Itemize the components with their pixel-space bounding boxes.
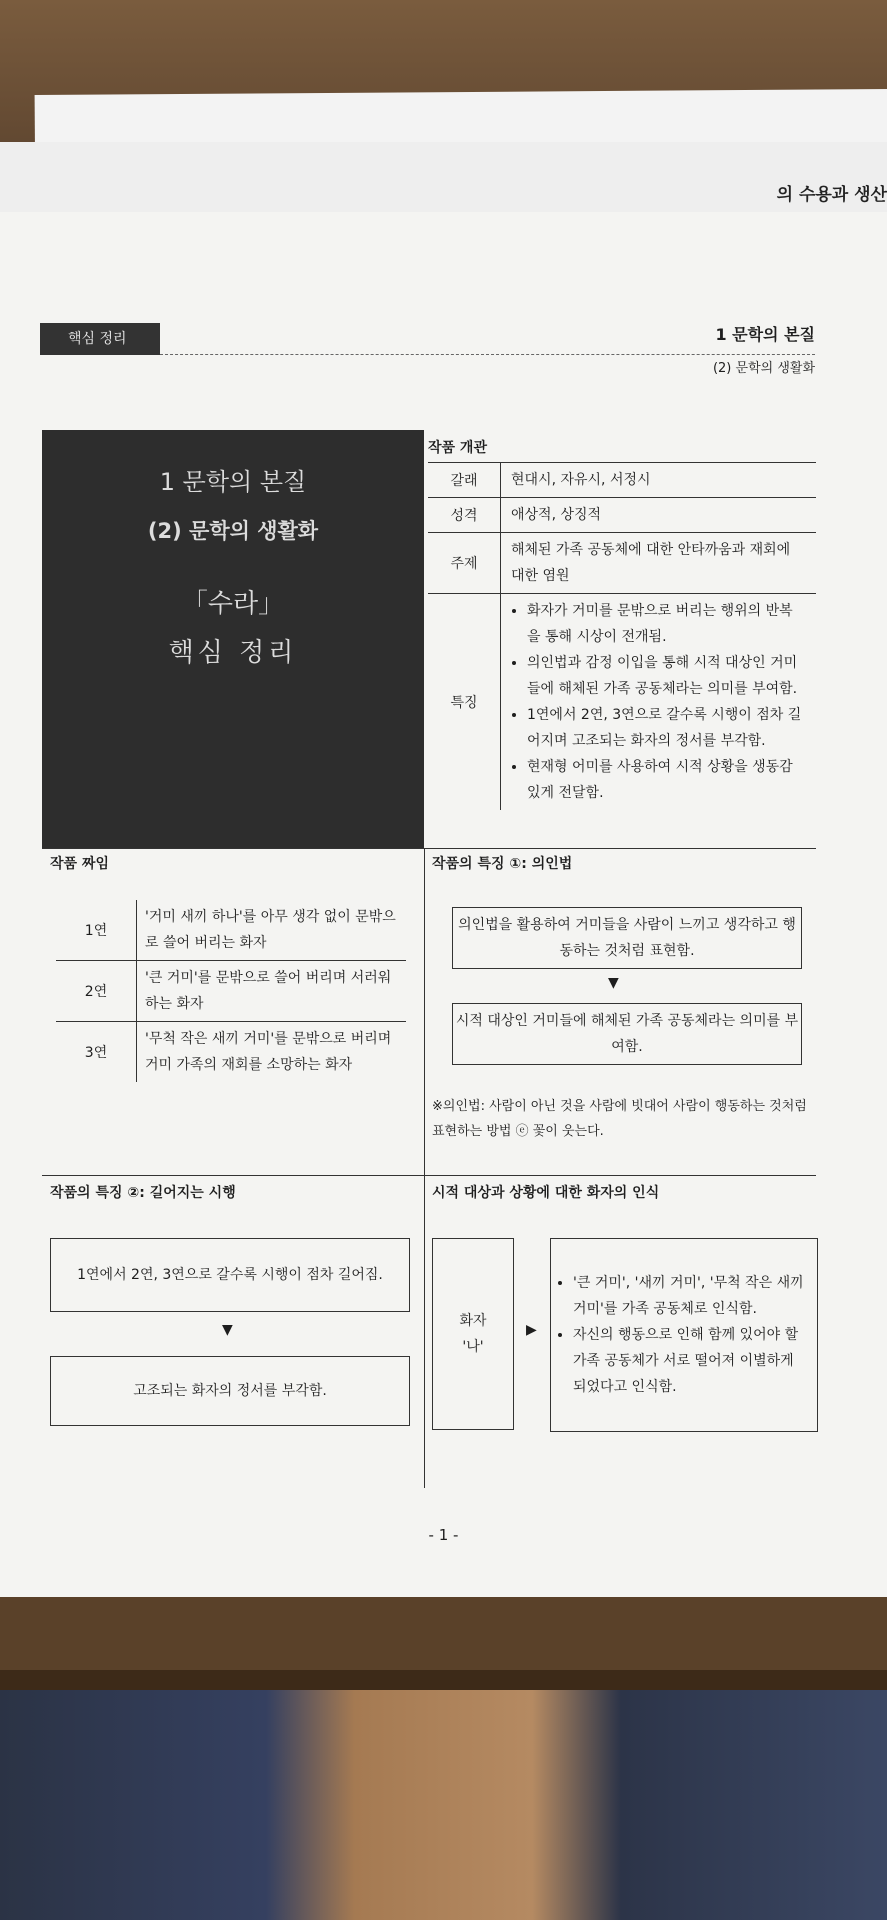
feature2-title: 작품의 특징 ②: 길어지는 시행 <box>50 1185 236 1201</box>
peek-heading: 의 수용과 생산 <box>776 185 887 205</box>
overview-row <box>428 463 816 498</box>
speaker-box <box>432 1238 514 1430</box>
overview-key: 갈래 <box>428 463 501 497</box>
feature1-box1 <box>452 907 802 969</box>
feature1-note: ※의인법: 사람이 아닌 것을 사람에 빗대어 사람이 행동하는 것처럼 표현하는 방법 ⓔ 꽃이 웃는다. <box>432 1099 807 1139</box>
lap-background <box>0 1690 887 1920</box>
feature-item: • 현재형 어미를 사용하여 시적 상황을 생동감 있게 전달함. <box>527 754 806 806</box>
overview-row <box>428 533 816 594</box>
structure-key: 1연 <box>56 900 137 960</box>
structure-table <box>56 900 406 1082</box>
overview-features <box>501 594 816 810</box>
speaker-name: '나' <box>462 1339 484 1355</box>
speaker-label: 화자 <box>459 1313 487 1329</box>
structure-row <box>56 961 406 1022</box>
structure-key: 2연 <box>56 961 137 1021</box>
overview-row <box>428 594 816 810</box>
feature2-box2 <box>50 1356 410 1426</box>
feature1-title: 작품의 특징 ①: 의인법 <box>432 856 573 872</box>
feature-item: • 의인법과 감정 이입을 통해 시적 대상인 거미들에 해체된 가족 공동체라는 의미를 부여함. <box>527 650 806 702</box>
cover-line2: (2) 문학의 생활화 <box>147 519 319 543</box>
down-arrow-icon: ▼ <box>222 1322 233 1338</box>
feature1-box2 <box>452 1003 802 1065</box>
structure-row <box>56 1022 406 1082</box>
feature2-box1-text: 1연에서 2연, 3연으로 갈수록 시행이 점차 길어짐. <box>77 1267 383 1283</box>
overview-value: 애상적, 상징적 <box>511 507 602 523</box>
feature2-box1 <box>50 1238 410 1312</box>
feature-item: • 1연에서 2연, 3연으로 갈수록 시행이 점차 길어지며 고조되는 화자의 정서를 부각함. <box>527 702 806 754</box>
structure-value: '무척 작은 새끼 거미'를 문밖으로 버리며 거미 가족의 재회를 소망하는 화자 <box>145 1031 392 1073</box>
overview-key: 성격 <box>428 498 501 532</box>
structure-value: '큰 거미'를 문밖으로 쓸어 버리며 서러워하는 화자 <box>145 970 392 1012</box>
cover-line1: 1 문학의 본질 <box>159 468 307 496</box>
structure-row <box>56 900 406 961</box>
section-divider <box>42 848 816 849</box>
overview-table <box>428 462 816 810</box>
header-subtitle: (2) 문학의 생활화 <box>712 361 815 376</box>
overview-row <box>428 498 816 533</box>
perception-item: • 자신의 행동으로 인해 함께 있어야 할 가족 공동체가 서로 떨어져 이별하게 되었다고 인식함. <box>573 1322 807 1400</box>
header-tag: 핵심 정리 <box>40 323 160 355</box>
perception-box <box>550 1238 818 1432</box>
cover-line4: 핵심 정리 <box>168 638 298 668</box>
feature1-box2-text: 시적 대상인 거미들에 해체된 가족 공동체라는 의미를 부여함. <box>455 1013 799 1055</box>
overview-key: 주제 <box>428 533 501 593</box>
right-arrow-icon: ▶ <box>526 1322 537 1338</box>
feature1-box1-text: 의인법을 활용하여 거미들을 사람이 느끼고 생각하고 행동하는 것처럼 표현함. <box>458 917 796 959</box>
overview-value: 해체된 가족 공동체에 대한 안타까움과 재회에 대한 염원 <box>511 542 791 584</box>
overview-value: 현대시, 자유시, 서정시 <box>511 472 651 488</box>
structure-value: '거미 새끼 하나'를 아무 생각 없이 문밖으로 쓸어 버리는 화자 <box>145 909 396 951</box>
section-divider <box>42 1175 816 1176</box>
column-divider <box>424 848 425 1488</box>
structure-title: 작품 짜임 <box>50 856 109 872</box>
feature2-box2-text: 고조되는 화자의 정서를 부각함. <box>133 1383 327 1399</box>
feature-item: • 화자가 거미를 문밖으로 버리는 행위의 반복을 통해 시상이 전개됨. <box>527 598 806 650</box>
perception-item: • '큰 거미', '새끼 거미', '무척 작은 새끼 거미'를 가족 공동체로 인식함. <box>573 1270 807 1322</box>
down-arrow-icon: ▼ <box>608 975 619 991</box>
perception-title: 시적 대상과 상황에 대한 화자의 인식 <box>432 1185 660 1201</box>
header-title: 1 문학의 본질 <box>715 325 815 344</box>
overview-title: 작품 개관 <box>428 440 487 456</box>
cover-box <box>42 430 424 848</box>
structure-key: 3연 <box>56 1022 137 1082</box>
cover-work-title: 「수라」 <box>181 589 285 619</box>
desk-edge <box>0 1670 887 1690</box>
page-number: - 1 - <box>428 1526 459 1544</box>
overview-key: 특징 <box>428 594 501 810</box>
header-rule <box>160 354 815 355</box>
